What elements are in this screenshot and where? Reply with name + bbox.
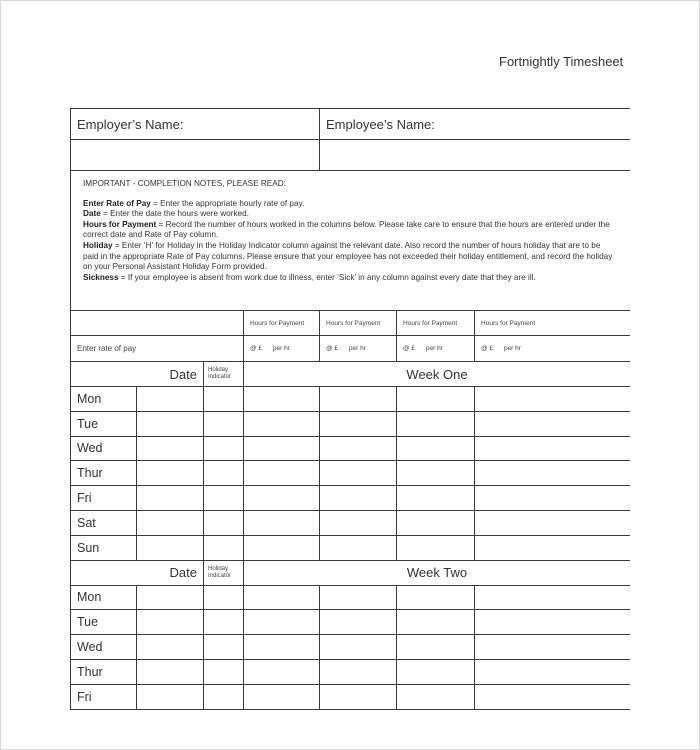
hours-cell[interactable]: [475, 461, 630, 486]
hours-cell[interactable]: [244, 436, 320, 461]
day-row: [71, 436, 631, 461]
date-cell[interactable]: [137, 387, 204, 412]
day-name: Wed: [71, 635, 137, 660]
hours-cell[interactable]: [475, 486, 630, 511]
day-name: Thur: [71, 461, 137, 486]
hours-cell[interactable]: [475, 610, 630, 635]
note-item: [83, 209, 618, 220]
hours-cell[interactable]: [397, 436, 475, 461]
hours-cell[interactable]: [475, 585, 630, 610]
date-cell[interactable]: [137, 610, 204, 635]
pay-header-4: Hours for Payment: [475, 311, 630, 336]
note-term: Date: [83, 209, 101, 219]
day-name: Thur: [71, 659, 137, 684]
hours-cell[interactable]: [397, 510, 475, 535]
holiday-indicator-cell[interactable]: [204, 535, 244, 560]
note-text: = If your employee is absent from work due to illness, enter ‘Sick’ in any column against every date that they are ill.: [118, 272, 536, 282]
hours-cell[interactable]: [397, 659, 475, 684]
rate-field-2[interactable]: [320, 336, 397, 362]
hours-cell[interactable]: [320, 387, 397, 412]
note-text: = Enter ‘H’ for Holiday in the Holiday Indicator column against the relevant date. Also record the number of hours holiday that are to be paid in the appropriate Rate of Pay columns. Please ensure that your employee has not exceeded their holiday entitlement, and record the holiday on your Personal Assistant Holiday Form provided.: [83, 240, 613, 272]
day-row: [71, 411, 631, 436]
day-row: [71, 510, 631, 535]
day-name: Sat: [71, 510, 137, 535]
hours-cell[interactable]: [244, 461, 320, 486]
note-text: = Enter the appropriate hourly rate of pay.: [150, 198, 305, 208]
holiday-indicator-cell[interactable]: [204, 510, 244, 535]
hours-cell[interactable]: [244, 535, 320, 560]
holiday-indicator-cell[interactable]: [204, 659, 244, 684]
note-text: = Record the number of hours worked in the columns below. Please take care to ensure that the hours are entered under the correct date and Rate of Pay column.: [83, 219, 610, 240]
note-item: [83, 273, 618, 284]
note-text: = Enter the date the hours were worked.: [100, 209, 249, 219]
notes-heading: IMPORTANT - COMPLETION NOTES, PLEASE READ:: [83, 179, 286, 188]
note-term: Sickness: [83, 272, 119, 282]
holiday-indicator-cell[interactable]: [204, 387, 244, 412]
note-item: [83, 199, 618, 210]
holiday-indicator-cell[interactable]: [204, 461, 244, 486]
pay-header-1: Hours for Payment: [244, 311, 320, 336]
week-header-row: [71, 560, 631, 585]
note-term: Holiday: [83, 240, 113, 250]
holiday-indicator-cell[interactable]: [204, 486, 244, 511]
employer-name-field[interactable]: [71, 140, 320, 171]
hours-cell[interactable]: [244, 585, 320, 610]
hours-cell[interactable]: [475, 684, 630, 709]
hours-cell[interactable]: [320, 635, 397, 660]
day-row: [71, 635, 631, 660]
rate-per: per hr: [272, 345, 290, 352]
document-title: Fortnightly Timesheet: [499, 54, 624, 69]
holiday-indicator-cell[interactable]: [204, 411, 244, 436]
notes-items: [83, 199, 618, 284]
pay-header-blank: [71, 311, 244, 336]
hours-cell[interactable]: [475, 535, 630, 560]
hours-cell[interactable]: [475, 659, 630, 684]
employee-name-field[interactable]: [320, 140, 630, 171]
hours-cell[interactable]: [244, 510, 320, 535]
day-row: [71, 659, 631, 684]
rate-at: @ £: [326, 345, 339, 352]
hours-cell[interactable]: [397, 411, 475, 436]
holiday-indicator-cell[interactable]: [204, 635, 244, 660]
date-cell[interactable]: [137, 486, 204, 511]
hours-cell[interactable]: [320, 684, 397, 709]
hours-cell[interactable]: [320, 535, 397, 560]
hours-cell[interactable]: [475, 411, 630, 436]
hours-cell[interactable]: [397, 684, 475, 709]
holiday-indicator-header: Holiday Indicator: [204, 362, 244, 387]
day-row: [71, 610, 631, 635]
day-name: Mon: [71, 585, 137, 610]
date-cell[interactable]: [137, 659, 204, 684]
holiday-indicator-cell[interactable]: [204, 585, 244, 610]
pay-header-2: Hours for Payment: [320, 311, 397, 336]
holiday-indicator-cell[interactable]: [204, 610, 244, 635]
date-column-header: Date: [71, 560, 204, 585]
rate-field-1[interactable]: [244, 336, 320, 362]
day-row: [71, 585, 631, 610]
holiday-indicator-cell[interactable]: [204, 436, 244, 461]
rate-at: @ £: [403, 345, 416, 352]
timesheet: [70, 108, 630, 750]
rate-per: per hr: [425, 345, 443, 352]
hours-cell[interactable]: [475, 387, 630, 412]
rate-at: @ £: [250, 345, 263, 352]
hours-cell[interactable]: [475, 635, 630, 660]
completion-notes: [71, 171, 631, 311]
date-cell[interactable]: [137, 461, 204, 486]
rate-at: @ £: [481, 345, 494, 352]
hours-cell[interactable]: [320, 486, 397, 511]
hours-cell[interactable]: [397, 585, 475, 610]
employee-name-label: Employee’s Name:: [320, 109, 630, 140]
employer-name-label: Employer’s Name:: [71, 109, 320, 140]
pay-header-3: Hours for Payment: [397, 311, 475, 336]
date-cell[interactable]: [137, 684, 204, 709]
hours-cell[interactable]: [320, 436, 397, 461]
hours-cell[interactable]: [320, 610, 397, 635]
day-name: Fri: [71, 684, 137, 709]
hours-cell[interactable]: [475, 436, 630, 461]
day-name: Mon: [71, 387, 137, 412]
hours-cell[interactable]: [397, 610, 475, 635]
hours-cell[interactable]: [244, 659, 320, 684]
hours-cell[interactable]: [244, 411, 320, 436]
note-term: Enter Rate of Pay: [83, 198, 151, 208]
date-cell[interactable]: [137, 510, 204, 535]
date-cell[interactable]: [137, 585, 204, 610]
hours-cell[interactable]: [320, 659, 397, 684]
hours-cell[interactable]: [397, 461, 475, 486]
hours-cell[interactable]: [320, 585, 397, 610]
hours-cell[interactable]: [397, 635, 475, 660]
hours-cell[interactable]: [397, 387, 475, 412]
date-cell[interactable]: [137, 436, 204, 461]
day-row: [71, 486, 631, 511]
day-name: Tue: [71, 411, 137, 436]
rate-field-3[interactable]: [397, 336, 475, 362]
date-cell[interactable]: [137, 635, 204, 660]
week-header-row: [71, 362, 631, 387]
day-row: [71, 684, 631, 709]
rate-field-4[interactable]: [475, 336, 630, 362]
hours-cell[interactable]: [244, 610, 320, 635]
rate-of-pay-label: Enter rate of pay: [71, 336, 244, 362]
hours-cell[interactable]: [320, 510, 397, 535]
hours-cell[interactable]: [320, 461, 397, 486]
holiday-indicator-cell[interactable]: [204, 684, 244, 709]
day-name: Tue: [71, 610, 137, 635]
note-term: Hours for Payment: [83, 219, 157, 229]
day-row: [71, 387, 631, 412]
date-column-header: Date: [71, 362, 204, 387]
day-name: Fri: [71, 486, 137, 511]
day-name: Wed: [71, 436, 137, 461]
holiday-indicator-header: Holiday Indicator: [204, 560, 244, 585]
week-label: Week One: [244, 362, 631, 387]
hours-cell[interactable]: [475, 510, 630, 535]
note-item: [83, 241, 618, 273]
hours-cell[interactable]: [244, 684, 320, 709]
hours-cell[interactable]: [320, 411, 397, 436]
day-name: Sun: [71, 535, 137, 560]
rate-per: per hr: [348, 345, 366, 352]
hours-cell[interactable]: [397, 486, 475, 511]
hours-cell[interactable]: [244, 387, 320, 412]
day-row: [71, 461, 631, 486]
day-row: [71, 535, 631, 560]
hours-cell[interactable]: [244, 635, 320, 660]
timesheet-table: [70, 108, 630, 710]
date-cell[interactable]: [137, 411, 204, 436]
note-item: [83, 220, 618, 241]
date-cell[interactable]: [137, 535, 204, 560]
week-label: Week Two: [244, 560, 631, 585]
rate-per: per hr: [503, 345, 521, 352]
hours-cell[interactable]: [397, 535, 475, 560]
hours-cell[interactable]: [244, 486, 320, 511]
